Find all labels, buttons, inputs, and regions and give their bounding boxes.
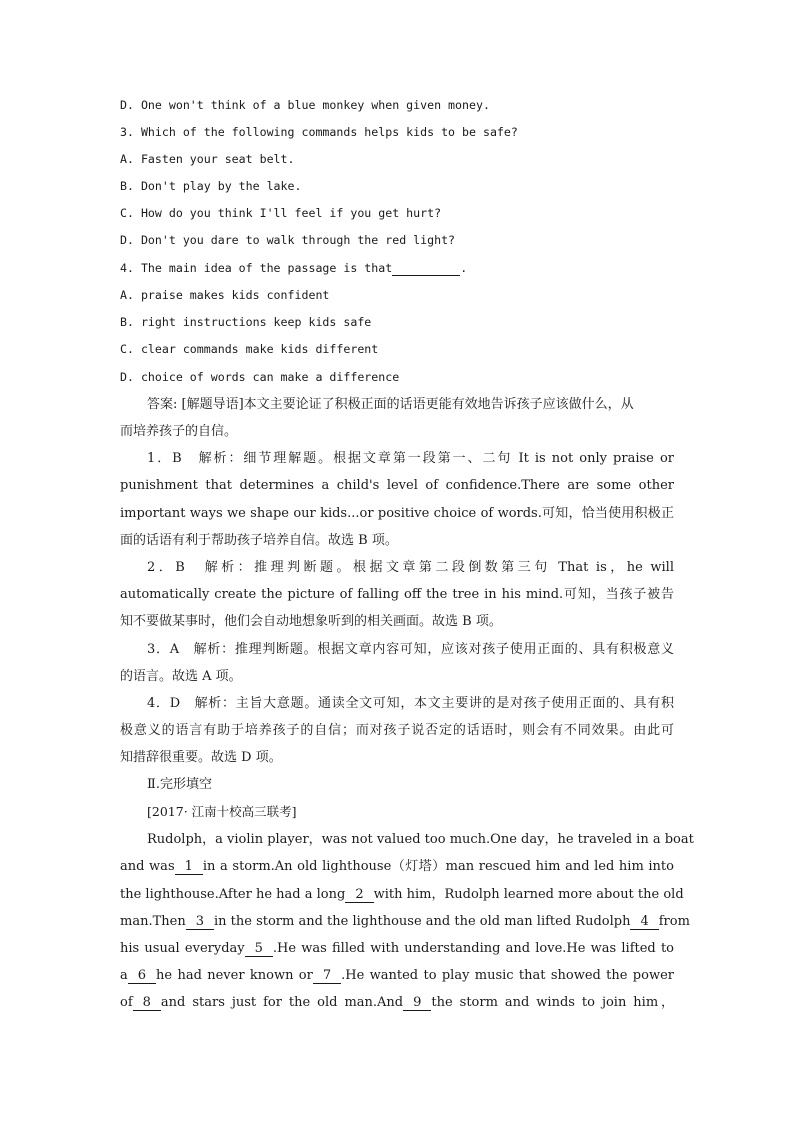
q4-stem [120,259,674,277]
answer-intro-line-1: 答案: [解题导语]本文主要论证了积极正面的话语更能有效地告诉孩子应该做什么，从 [147,397,634,412]
passage-text: the storm and winds to join him， [431,995,674,1010]
passage-text: and stars just for the old man.And [160,995,404,1010]
passage-text: in a storm.An old lighthouse（灯塔）man rescued him and led him into [202,859,674,874]
q4-option-b: B. right instructions keep kids safe [120,315,372,329]
q3-stem: 3. Which of the following commands helps kids to be safe? [120,125,518,139]
section-heading: Ⅱ.完形填空 [147,777,212,792]
explanation-2-line-3: 知不要做某事时，他们会自动地想象听到的相关画面。故选 B 项。 [120,614,502,629]
cloze-blank-6: 6 [128,968,156,984]
passage-text: his usual everyday [120,941,245,956]
passage-text: and was [120,859,175,874]
passage-text: from [658,914,690,929]
explanation-1-line-2: punishment that determines a child's level of confidence.There are some other [120,478,674,493]
passage-line-7 [120,994,674,1012]
cloze-blank-7: 7 [313,968,341,984]
q3-option-d: D. Don't you dare to walk through the red light? [120,233,456,247]
q4-option-d: D. choice of words can make a difference [120,370,400,384]
q4-stem-text: 4. The main idea of the passage is that [120,261,393,275]
explanation-3-line-2: 的语言。故选 A 项。 [120,669,242,684]
passage-text: a [120,968,128,983]
q4-stem-period: . [460,261,468,275]
cloze-blank-3: 3 [186,914,214,930]
explanation-4-line-1: 4．D 解析：主旨大意题。通读全文可知，本文主要讲的是对孩子使用正面的、具有积 [147,696,674,711]
passage-line-6 [120,967,674,985]
cloze-blank-1: 1 [175,859,203,875]
passage-text: of [120,995,133,1010]
passage-text: he had never known or [156,968,313,983]
passage-line-2 [120,858,674,876]
passage-line-4 [120,913,690,931]
passage-text: in the storm and the lighthouse and the old man lifted Rudolph [213,914,631,929]
cloze-blank-2: 2 [345,887,373,903]
passage-line-5 [120,940,674,958]
explanation-1-line-1: 1．B 解析：细节理解题。根据文章第一段第一、二句 It is not only praise or [147,451,674,466]
explanation-1-line-3: important ways we shape our kids...or positive choice of words.可知，恰当使用积极正 [120,506,674,521]
answer-intro-line-2: 而培养孩子的自信。 [120,424,238,439]
passage-line-1: Rudolph，a violin player，was not valued too much.One day，he traveled in a boat [147,832,694,847]
cloze-blank-9: 9 [403,995,431,1011]
q3-option-b: B. Don't play by the lake. [120,179,302,193]
section-source: [2017· 江南十校高三联考] [147,804,297,819]
q4-option-a: A. praise makes kids confident [120,288,330,302]
cloze-blank-5: 5 [245,941,273,957]
q3-option-c: C. How do you think I'll feel if you get hurt? [120,206,442,220]
explanation-3-line-1: 3．A 解析：推理判断题。根据文章内容可知，应该对孩子使用正面的、具有积极意义 [147,642,674,657]
passage-text: with him，Rudolph learned more about the old [373,887,684,902]
cloze-blank-8: 8 [133,995,161,1011]
explanation-1-line-4: 面的话语有利于帮助孩子培养自信。故选 B 项。 [120,533,398,548]
explanation-2-line-2: automatically create the picture of falling off the tree in his mind.可知，当孩子被告 [120,587,674,602]
passage-text: .He wanted to play music that showed the power [341,968,674,983]
q2-option-d: D. One won't think of a blue monkey when given money. [120,98,490,112]
explanation-4-line-2: 极意义的语言有助于培养孩子的自信；而对孩子说否定的话语时，则会有不同效果。由此可 [120,723,674,738]
passage-text: .He was filled with understanding and love.He was lifted to [272,941,674,956]
q4-option-c: C. clear commands make kids different [120,342,379,356]
passage-text: the lighthouse.After he had a long [120,887,346,902]
explanation-2-line-1: 2．B 解析：推理判断题。根据文章第二段倒数第三句 That is，he will [147,560,674,575]
passage-text: man.Then [120,914,186,929]
q3-option-a: A. Fasten your seat belt. [120,152,295,166]
q4-answer-blank [392,261,460,276]
passage-line-3 [120,886,684,904]
cloze-blank-4: 4 [630,914,658,930]
explanation-4-line-3: 知措辞很重要。故选 D 项。 [120,750,282,765]
